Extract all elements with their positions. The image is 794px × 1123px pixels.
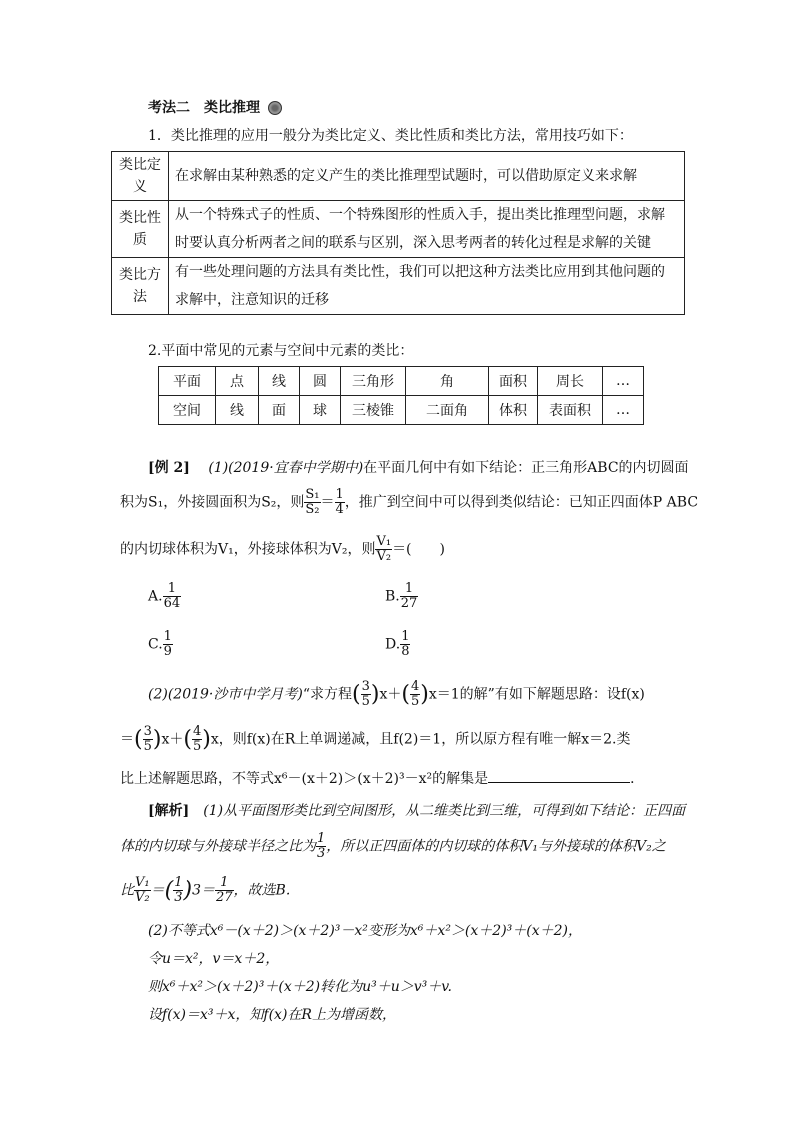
cell: 线 (216, 396, 259, 425)
option-fraction (400, 630, 410, 659)
denominator: 5 (361, 694, 370, 709)
option-d[interactable] (385, 630, 410, 659)
option-fraction (163, 630, 173, 659)
numerator: 1 (215, 876, 234, 891)
cell: 平面 (159, 367, 216, 396)
option-fraction (400, 582, 419, 611)
solution-text: 比 (120, 882, 134, 899)
example-text: “求方程 (302, 686, 353, 703)
equals: ＝ (120, 731, 134, 748)
row-head: 类比方法 (112, 258, 169, 315)
fraction-one-27th (215, 876, 234, 905)
solution-line-7: 设f(x)＝x³＋x，知f(x)在R上为增函数， (148, 1007, 396, 1023)
example-text: ，推广到空间中可以得到类似结论：已知正四面体P ABC (344, 494, 699, 511)
numerator: 1 (163, 629, 172, 644)
example-text: 的内切球体积为V₁，外接球体积为V₂，则 (120, 541, 376, 558)
fraction-one-third (316, 832, 326, 861)
fraction-v1-v2 (134, 876, 151, 905)
cell: 空间 (159, 396, 216, 425)
solution-line-1 (148, 800, 685, 820)
solution-text: 体的内切球与外接球半径之比为 (120, 838, 316, 855)
example-line-2 (120, 488, 698, 517)
example-text: 在平面几何中有如下结论：正三角形ABC的内切圆面 (363, 460, 689, 476)
example-text: x，则f(x)在R上单调递减，且f(2)＝1，所以原方程有唯一解x＝2.类 (210, 731, 631, 748)
section-title: 考法二 类比推理 (148, 100, 260, 116)
denominator: 64 (163, 596, 181, 611)
equals: ＝ (150, 882, 165, 899)
plane-space-analogy-table (158, 366, 644, 425)
numerator: 1 (163, 582, 182, 597)
cell: 圆 (300, 367, 341, 396)
fraction-s1-s2 (304, 488, 320, 517)
example-source: (2)(2019·沙市中学月考) (148, 686, 303, 703)
solution-line-2 (120, 832, 666, 861)
fraction-four-fifths (410, 680, 420, 709)
answer-blank[interactable] (488, 768, 630, 783)
numerator: 1 (174, 875, 183, 890)
cell: 角 (406, 367, 489, 396)
numerator: 4 (192, 724, 202, 739)
fraction-three-fifths (361, 680, 371, 709)
solution-line-3: 比 $\frac{\text{V₁}}{\text{V₂}}$ ＝( $\frac{1}{3}$ )3＝ $\frac{1}{27}$ ，故选B. (120, 875, 291, 905)
example-text: ． (630, 771, 645, 787)
numerator: 1 (400, 582, 419, 597)
cell: 面 (259, 396, 300, 425)
equals: ＝ (320, 494, 335, 511)
option-a[interactable] (148, 582, 181, 611)
cell: 周长 (538, 367, 603, 396)
denominator: 8 (401, 644, 410, 659)
option-b[interactable] (385, 582, 418, 611)
cell: 三角形 (341, 367, 406, 396)
example-source: (1)(2019·宜春中学期中) (208, 460, 364, 476)
option-letter: C. (148, 636, 163, 653)
fraction-v1-v2 (375, 535, 392, 564)
example-part2-line-2: ＝( $\frac{3}{5}$ )x＋( $\frac{4}{5}$ )x，则f(x)在R上单调递减，且f(2)＝1，所以原方程有唯一解x＝2.类 (120, 724, 631, 754)
solution-text: ，所以正四面体的内切球的体积V₁与外接球的体积V₂之 (326, 838, 666, 855)
table-row (159, 367, 644, 396)
option-fraction (163, 582, 182, 611)
example-text: 比上述解题思路，不等式x⁶－(x＋2)＞(x＋2)³－x²的解集是 (120, 771, 489, 787)
fraction-three-fifths (143, 725, 153, 754)
numerator: 3 (143, 724, 152, 739)
solution-text: 3＝ (192, 882, 215, 899)
numerator: S₁ (305, 487, 320, 502)
row-head: 类比定义 (112, 152, 169, 201)
numerator: 1 (317, 831, 326, 846)
solution-line-5: 令u＝x²，v＝x＋2， (148, 951, 280, 967)
solution-text: (1)从平面图形类比到空间图形，从二维类比到三维，可得到如下结论：正四面 (203, 803, 686, 819)
fraction-one-third (173, 876, 183, 905)
row-content: 从一个特殊式子的性质、一个特殊图形的性质入手，提出类比推理型问题，求解时要认真分析两者之间的联系与区别，深入思考两者的转化过程是求解的关键 (169, 201, 685, 258)
denominator: 9 (163, 644, 172, 659)
denominator: 5 (143, 739, 152, 754)
example-part2-line-1: (2)(2019·沙市中学月考)“求方程( $\frac{3}{5}$ )x＋( $\frac{4}{5}$ )x＝1的解”有如下解题思路：设f(x) (148, 679, 645, 709)
denominator: S₂ (305, 502, 320, 517)
row-content: 有一些处理问题的方法具有类比性，我们可以把这种方法类比应用到其他问题的求解中，注意知识的迁移 (169, 258, 685, 315)
solution-text: ，故选B. (233, 882, 291, 899)
numerator: 1 (335, 487, 344, 502)
cell: 三棱锥 (341, 396, 406, 425)
denominator: 3 (174, 890, 183, 905)
example-line-3 (120, 535, 445, 564)
table-row (159, 396, 644, 425)
table-row (112, 152, 685, 201)
solution-label: [解析] (148, 803, 190, 819)
cell: 线 (259, 367, 300, 396)
example-text: x＋ (161, 731, 184, 748)
cell: 球 (300, 396, 341, 425)
numerator: 4 (410, 679, 420, 694)
fraction-four-fifths (192, 725, 202, 754)
difficulty-dot-icon (268, 101, 282, 115)
numerator: V₁ (376, 534, 392, 549)
denominator: 5 (192, 739, 202, 754)
option-letter: A. (148, 588, 163, 605)
example-text: x＝1的解”有如下解题思路：设f(x) (428, 686, 645, 703)
numerator: 3 (361, 679, 370, 694)
option-letter: D. (385, 636, 401, 653)
example-part2-line-3 (120, 768, 644, 788)
section-heading (148, 97, 282, 117)
denominator: 27 (400, 596, 418, 611)
cell: … (603, 367, 644, 396)
solution-line-4: (2)不等式x⁶－(x＋2)＞(x＋2)³－x²变形为x⁶＋x²＞(x＋2)³＋(x＋2)， (148, 923, 582, 939)
cell: 二面角 (406, 396, 489, 425)
cell: 面积 (489, 367, 538, 396)
analogy-techniques-table (111, 151, 685, 315)
cell: 表面积 (538, 396, 603, 425)
example-line-1 (148, 457, 689, 477)
example-text: ＝( ) (392, 541, 445, 558)
denominator: 3 (317, 846, 326, 861)
row-head: 类比性质 (112, 201, 169, 258)
denominator: 4 (335, 502, 344, 517)
denominator: V₂ (135, 890, 150, 905)
cell: … (603, 396, 644, 425)
denominator: 27 (216, 890, 233, 905)
intro-line-1: 1．类比推理的应用一般分为类比定义、类比性质和类比方法，常用技巧如下： (148, 128, 633, 144)
intro-line-2: 2.平面中常见的元素与空间中元素的类比： (148, 343, 414, 359)
cell: 点 (216, 367, 259, 396)
table-row (112, 201, 685, 258)
table-row (112, 258, 685, 315)
numerator: 1 (401, 629, 410, 644)
fraction-one-quarter (335, 488, 345, 517)
example-text: x＋ (379, 686, 402, 703)
example-text: 积为S₁，外接圆面积为S₂，则 (120, 494, 305, 511)
row-content: 在求解由某种熟悉的定义产生的类比推理型试题时，可以借助原定义来求解 (169, 152, 685, 201)
denominator: V₂ (376, 549, 392, 564)
option-letter: B. (385, 588, 400, 605)
option-c[interactable] (148, 630, 173, 659)
solution-line-6: 则x⁶＋x²＞(x＋2)³＋(x＋2)转化为u³＋u＞v³＋v. (148, 979, 452, 995)
denominator: 5 (410, 694, 420, 709)
example-label: [例 2] (148, 460, 190, 476)
numerator: V₁ (135, 875, 150, 890)
cell: 体积 (489, 396, 538, 425)
